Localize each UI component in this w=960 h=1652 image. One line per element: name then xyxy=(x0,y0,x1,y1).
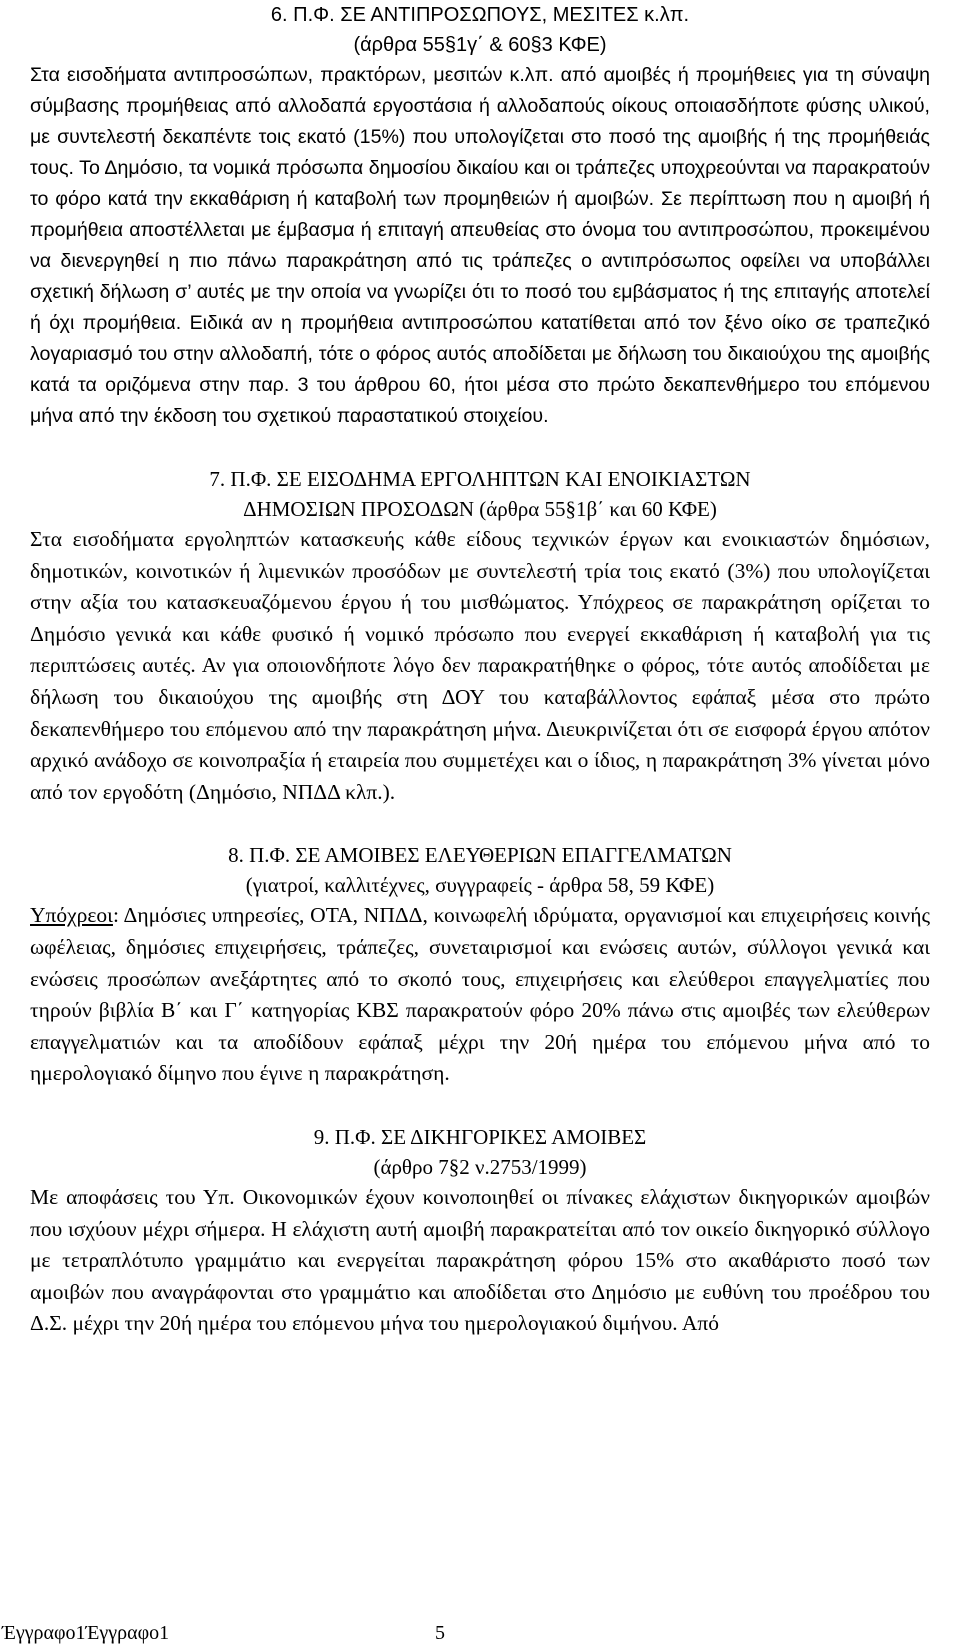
section-6 xyxy=(30,0,930,432)
document-page xyxy=(30,0,930,1340)
spacer xyxy=(30,432,930,464)
section-6-body: Στα εισοδήματα αντιπροσώπων, πρακτόρων, μεσιτών κ.λπ. από αμοιβές ή προμήθειες για τη σύναψη σύμβασης προμήθειας από αλλοδαπά εργοστάσια ή αλλοδαπούς οίκους οποιασδήποτε φύσης υλικού, με συντελεστή δεκαπέντε τοις εκατό (15%) που υπολογίζεται στο ποσό της αμοιβής ή της προμήθειάς τους. Το Δημόσιο, τα νομικά πρόσωπα δημοσίου δικαίου και οι τράπεζες υποχρεούνται να παρακρατούν το φόρο κατά την εκκαθάριση ή καταβολή των προμηθειών ή αμοιβών. Σε περίπτωση που η αμοιβή ή προμήθεια αποστέλλεται με έμβασμα ή επιταγή απευθείας στο όνομα του αντιπροσώπου, προκειμένου να διενεργηθεί η πιο πάνω παρακράτηση από τις τράπεζες ο αντιπρόσωπος οφείλει να υποβάλλει σχετική δήλωση σ’ αυτές με την οποία να γνωρίζει ότι το ποσό του εμβάσματος ή της επιταγής αποτελεί ή όχι προμήθεια. Ειδικά αν η προμήθεια αντιπροσώπου κατατίθεται από τον ξένο οίκο σε τραπεζικό λογαριασμό του στην αλλοδαπή, τότε ο φόρος αυτός αποδίδεται με δήλωση του δικαιούχου της αμοιβής κατά τα οριζόμενα στην παρ. 3 του άρθρου 60, ήτοι μέσα στο πρώτο δεκαπενθήμερο του επόμενου μήνα από την έκδοση του σχετικού παραστατικού στοιχείου. xyxy=(30,64,930,427)
footer-page-number: 5 xyxy=(435,1622,445,1644)
section-6-subtitle: (άρθρα 55§1γ΄ & 60§3 ΚΦΕ) xyxy=(353,34,607,56)
footer-doc-name: Έγγραφο1Έγγραφο1 xyxy=(2,1622,170,1644)
section-7 xyxy=(30,464,930,808)
section-7-title: 7. Π.Φ. ΣΕ ΕΙΣΟΔΗΜΑ ΕΡΓΟΛΗΠΤΩΝ ΚΑΙ ΕΝΟΙΚΙΑΣΤΩΝ xyxy=(209,467,751,491)
section-8-subtitle: (γιατροί, καλλιτέχνες, συγγραφείς - άρθρα 58, 59 ΚΦΕ) xyxy=(245,873,715,898)
section-7-subtitle: ΔΗΜΟΣΙΩΝ ΠΡΟΣΟΔΩΝ (άρθρα 55§1β΄ και 60 ΚΦΕ) xyxy=(243,497,717,521)
section-8-body xyxy=(30,900,930,1090)
section-8-title: 8. Π.Φ. ΣΕ ΑΜΟΙΒΕΣ ΕΛΕΥΘΕΡΙΩΝ ΕΠΑΓΓΕΛΜΑΤΩΝ xyxy=(228,843,732,868)
section-6-title: 6. Π.Φ. ΣΕ ΑΝΤΙΠΡΟΣΩΠΟΥΣ, ΜΕΣΙΤΕΣ κ.λπ. xyxy=(270,4,690,26)
section-8-label: Υπόχρεοι xyxy=(30,903,113,928)
section-9 xyxy=(30,1122,930,1340)
section-8-text: : Δημόσιες υπηρεσίες, ΟΤΑ, ΝΠΔΔ, κοινωφελή ιδρύματα, οργανισμοί και επιχειρήσεις κοινής ωφέλειας, δημόσιες επιχειρήσεις, τράπεζες, συνεταιρισμοί και ενώσεις αυτών, σύλλογοι γενικά και ενώσεις προσώπων ανεξάρτητες από το σκοπό τους, επιχειρήσεις και ελεύθεροι επαγγελματίες που τηρούν βιβλία Β΄ και Γ΄ κατηγορίας ΚΒΣ παρακρατούν φόρο 20% πάνω στις αμοιβές των ελεύθερων επαγγελματιών και τα αποδίδουν εφάπαξ μέχρι την 20ή ημέρα του επόμενου μήνα από το ημερολογιακό δίμηνο που έγινε η παρακράτηση. xyxy=(30,903,930,1086)
spacer xyxy=(30,808,930,840)
section-9-title: 9. Π.Φ. ΣΕ ΔΙΚΗΓΟΡΙΚΕΣ ΑΜΟΙΒΕΣ xyxy=(313,1124,647,1149)
section-7-body: Στα εισοδήματα εργοληπτών κατασκευής κάθε είδους τεχνικών έργων και ενοικιαστών δημόσιων, δημοτικών, κοινοτικών ή λιμενικών προσόδων με συντελεστή τρία τοις εκατό (3%) που υπολογίζεται στην αξία του κατασκευαζόμενου έργου ή του μισθώματος. Υπόχρεος σε παρακράτηση ορίζεται το Δημόσιο γενικά και κάθε φυσικό ή νομικό πρόσωπο που ενεργεί εκκαθάριση ή καταβολή για τις περιπτώσεις αυτές. Αν για οποιονδήποτε λόγο δεν παρακρατήθηκε ο φόρος, τότε αυτός αποδίδεται με δήλωση του δικαιούχου της αμοιβής στη ΔΟΥ του καταβάλλοντος εφάπαξ μέσα στο πρώτο δεκαπενθήμερο του επόμενου από την παρακράτηση μήνα. Διευκρινίζεται ότι σε εισφορά έργου απότον αρχικό ανάδοχο σε κοινοπραξία ή εταιρεία που συμμετέχει και ο ίδιος, η παρακράτηση 3% γίνεται μόνο από τον εργοδότη (Δημόσιο, ΝΠΔΔ κλπ.). xyxy=(30,527,930,804)
section-9-subtitle: (άρθρο 7§2 ν.2753/1999) xyxy=(373,1154,587,1179)
section-8 xyxy=(30,840,930,1090)
spacer xyxy=(30,1090,930,1122)
section-9-body: Με αποφάσεις του Υπ. Οικονομικών έχουν κοινοποιηθεί οι πίνακες ελάχιστων δικηγορικών αμοιβών που ισχύουν μέχρι σήμερα. Η ελάχιστη αυτή αμοιβή παρακρατείται από τον οικείο δικηγορικό σύλλογο με τετραπλότυπο γραμμάτιο και ενεργείται παρακράτηση φόρου 15% στο ακαθάριστο ποσό των αμοιβών που αναγράφονται στο γραμμάτιο και αποδίδεται στο Δημόσιο με ευθύνη του προέδρου του Δ.Σ. μέχρι την 20ή ημέρα του επόμενου μήνα του ημερολογιακού διμήνου. Από xyxy=(30,1184,930,1336)
